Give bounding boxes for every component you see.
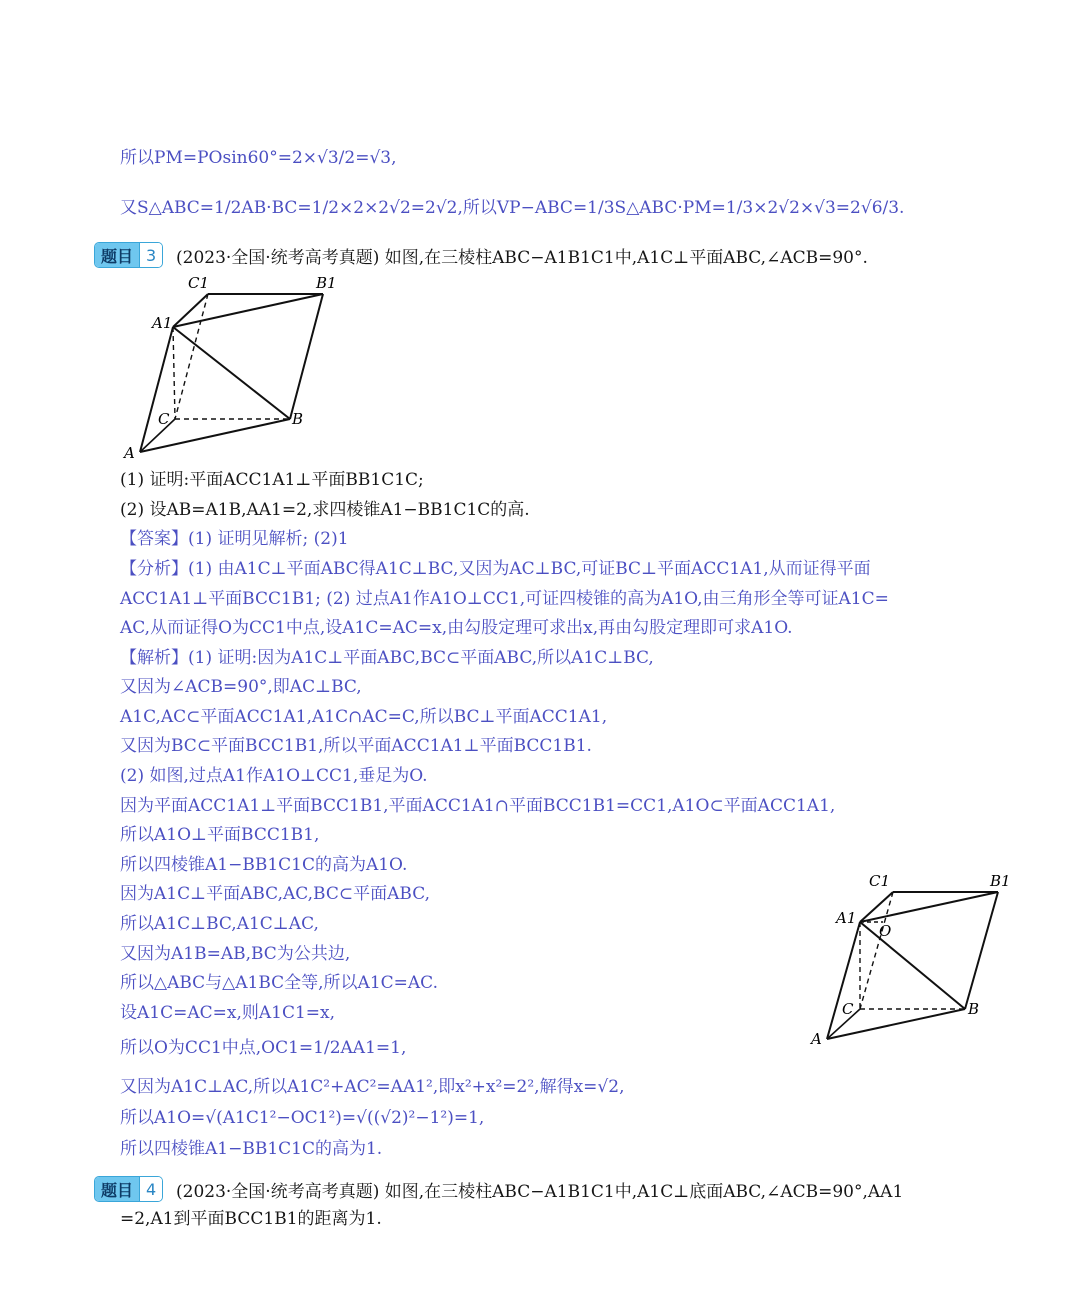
solution-line: 又因为∠ACB=90°,即AC⊥BC, (120, 677, 362, 697)
solution-line: A1C,AC⊂平面ACC1A1,A1C∩AC=C,所以BC⊥平面ACC1A1, (120, 707, 608, 727)
solution-line-volume: 又S△ABC=1/2AB·BC=1/2×2×2√2=2√2,所以VP−ABC=1/3S△ABC·PM=1/3×2√2×√3=2√6/3. (120, 198, 905, 218)
label2-b: B (968, 1000, 980, 1018)
solution-line: 所以A1O⊥平面BCC1B1, (120, 825, 320, 845)
question-tag-label: 题目 (95, 243, 139, 267)
label2-c1: C1 (869, 872, 891, 890)
analysis-line: ACC1A1⊥平面BCC1B1; (2) 过点A1作A1O⊥CC1,可证四棱锥的高为A1O,由三角形全等可证A1C= (120, 589, 889, 609)
prism-figure-with-o (805, 866, 1020, 1056)
question-stem: (2023·全国·统考高考真题) 如图,在三棱柱ABC−A1B1C1中,A1C⊥底面ABC,∠ACB=90°,AA1 (176, 1182, 904, 1202)
label2-c: C (842, 1000, 854, 1018)
prism-figure (120, 272, 340, 462)
question-stem: (2023·全国·统考高考真题) 如图,在三棱柱ABC−A1B1C1中,A1C⊥平面ABC,∠ACB=90°. (176, 248, 868, 268)
label-b1: B1 (316, 274, 337, 292)
analysis-line: 【分析】(1) 由A1C⊥平面ABC得A1C⊥BC,又因为AC⊥BC,可证BC⊥平面ACC1A1,从而证得平面 (120, 559, 871, 579)
label-a1: A1 (152, 314, 173, 332)
solution-line: 所以△ABC与△A1BC全等,所以A1C=AC. (120, 973, 438, 993)
question-tag-number: 3 (139, 243, 162, 267)
label2-o: O (879, 922, 892, 940)
subquestion-1: (1) 证明:平面ACC1A1⊥平面BB1C1C; (120, 470, 424, 490)
question-tag-label: 题目 (95, 1177, 139, 1201)
solution-line: 【解析】(1) 证明:因为A1C⊥平面ABC,BC⊂平面ABC,所以A1C⊥BC, (120, 648, 654, 668)
solution-line: 所以四棱锥A1−BB1C1C的高为1. (120, 1139, 383, 1159)
solution-line: 所以O为CC1中点,OC1=1/2AA1=1, (120, 1038, 407, 1058)
solution-line: 又因为A1C⊥AC,所以A1C²+AC²=AA1²,即x²+x²=2²,解得x=√2, (120, 1077, 625, 1097)
label2-a: A (811, 1030, 822, 1048)
question-tag-number: 4 (139, 1177, 162, 1201)
subquestion-2: (2) 设AB=A1B,AA1=2,求四棱锥A1−BB1C1C的高. (120, 500, 530, 520)
label-c1: C1 (188, 274, 210, 292)
question-stem-continued: =2,A1到平面BCC1B1的距离为1. (120, 1209, 382, 1229)
label-c: C (158, 410, 170, 428)
solution-line: 又因为BC⊂平面BCC1B1,所以平面ACC1A1⊥平面BCC1B1. (120, 736, 592, 756)
solution-line-pm: 所以PM=POsin60°=2×√3/2=√3, (120, 148, 397, 168)
label2-a1: A1 (836, 909, 857, 927)
solution-line: 所以四棱锥A1−BB1C1C的高为A1O. (120, 855, 408, 875)
solution-line: 设A1C=AC=x,则A1C1=x, (120, 1003, 336, 1023)
solution-line: 所以A1O=√(A1C1²−OC1²)=√((√2)²−1²)=1, (120, 1108, 485, 1128)
answer-line: 【答案】(1) 证明见解析; (2)1 (120, 529, 349, 549)
solution-line: 因为A1C⊥平面ABC,AC,BC⊂平面ABC, (120, 884, 431, 904)
solution-line: 又因为A1B=AB,BC为公共边, (120, 944, 351, 964)
analysis-line: AC,从而证得O为CC1中点,设A1C=AC=x,由勾股定理可求出x,再由勾股定理即可求A1O. (120, 618, 793, 638)
solution-line: (2) 如图,过点A1作A1O⊥CC1,垂足为O. (120, 766, 428, 786)
label-a: A (124, 444, 135, 462)
label2-b1: B1 (990, 872, 1011, 890)
solution-line: 因为平面ACC1A1⊥平面BCC1B1,平面ACC1A1∩平面BCC1B1=CC1,A1O⊂平面ACC1A1, (120, 796, 836, 816)
question-tag (94, 242, 163, 268)
question-tag (94, 1176, 163, 1202)
solution-line: 所以A1C⊥BC,A1C⊥AC, (120, 914, 319, 934)
label-b: B (292, 410, 304, 428)
